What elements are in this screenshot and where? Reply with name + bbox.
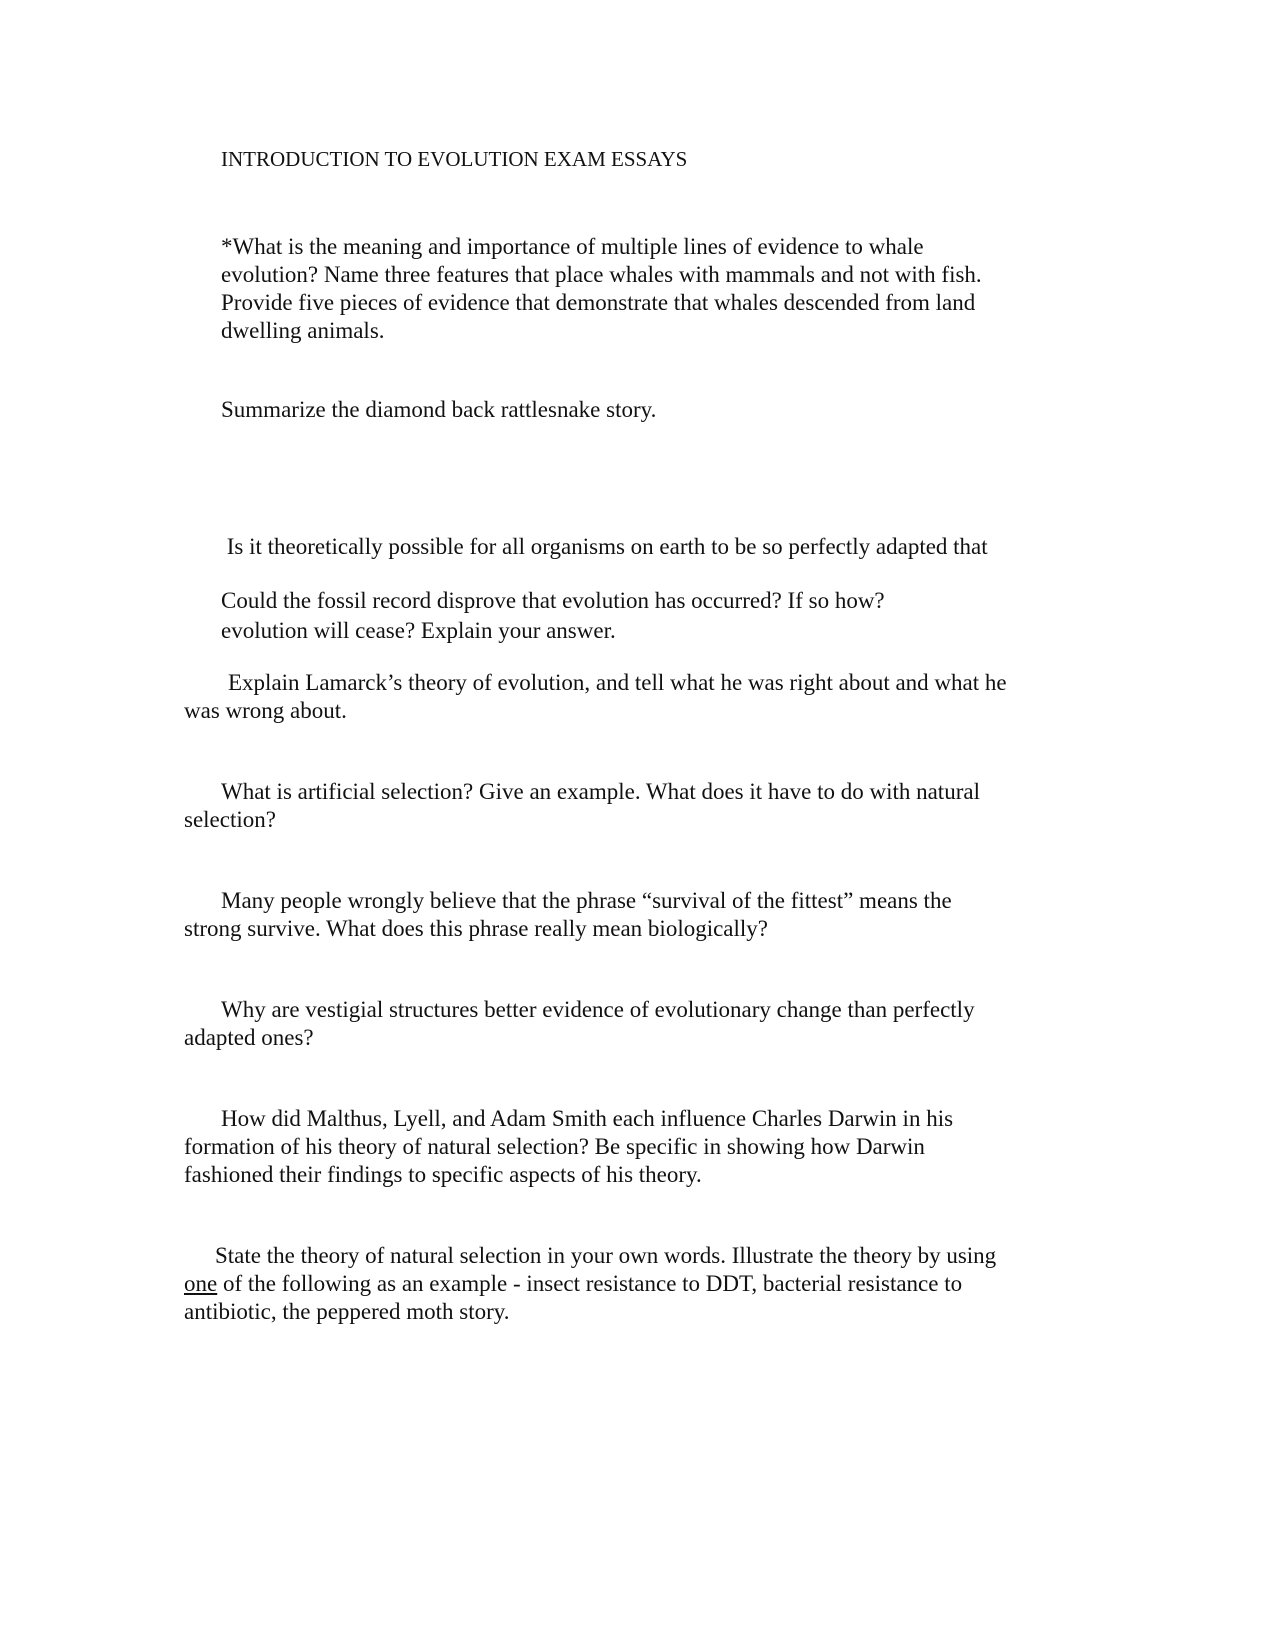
question-line: Provide five pieces of evidence that demonstrate that whales descended from land: [221, 290, 976, 315]
question-line-rest: of the following as an example - insect resistance to DDT, bacterial resistance to: [217, 1271, 963, 1296]
essay-question-fossil-record: [221, 587, 885, 615]
question-line: Summarize the diamond back rattlesnake story.: [221, 397, 657, 422]
question-line: formation of his theory of natural selection? Be specific in showing how Darwin: [184, 1134, 925, 1159]
essay-question-survival-of-fittest: [184, 887, 952, 943]
question-line: *What is the meaning and importance of multiple lines of evidence to whale: [221, 234, 924, 259]
question-line: How did Malthus, Lyell, and Adam Smith each influence Charles Darwin in his: [221, 1106, 954, 1131]
question-line: Why are vestigial structures better evidence of evolutionary change than perfectly: [221, 997, 975, 1022]
question-line: Many people wrongly believe that the phrase “survival of the fittest” means the: [221, 888, 952, 913]
question-line: adapted ones?: [184, 1025, 314, 1050]
question-line: What is artificial selection? Give an example. What does it have to do with natural: [221, 779, 980, 804]
question-line: strong survive. What does this phrase really mean biologically?: [184, 916, 769, 941]
question-line: Explain Lamarck’s theory of evolution, and tell what he was right about and what he: [228, 670, 1007, 695]
question-line: was wrong about.: [184, 698, 347, 723]
question-line: Could the fossil record disprove that evolution has occurred? If so how?: [221, 588, 885, 613]
question-line: evolution will cease? Explain your answer.: [221, 618, 616, 643]
question-line: evolution? Name three features that place whales with mammals and not with fish.: [221, 262, 982, 287]
page-title: INTRODUCTION TO EVOLUTION EXAM ESSAYS: [221, 147, 688, 171]
essay-question-rattlesnake: [221, 396, 656, 424]
essay-question-natural-selection: [184, 1242, 996, 1326]
essay-question-vestigial-structures: [184, 996, 975, 1052]
essay-question-lamarck: [184, 669, 1007, 725]
question-line: [184, 1270, 996, 1298]
question-line: Is it theoretically possible for all organisms on earth to be so perfectly adapted that: [221, 534, 988, 559]
question-line: antibiotic, the peppered moth story.: [184, 1299, 510, 1324]
essay-question-artificial-selection: [184, 778, 980, 834]
question-line: selection?: [184, 807, 276, 832]
question-line: dwelling animals.: [221, 318, 385, 343]
question-line: State the theory of natural selection in your own words. Illustrate the theory by using: [215, 1243, 997, 1268]
essay-question-darwin-influences: [184, 1105, 953, 1189]
question-line: fashioned their findings to specific aspects of his theory.: [184, 1162, 702, 1187]
essay-question-whales: [221, 233, 982, 345]
underlined-word: one: [184, 1271, 218, 1296]
